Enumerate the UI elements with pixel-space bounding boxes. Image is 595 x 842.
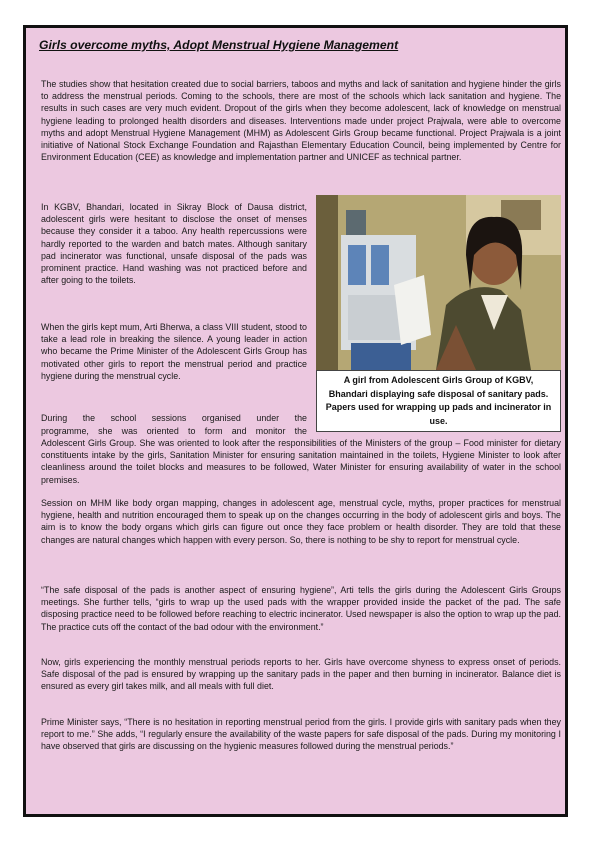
article-title: Girls overcome myths, Adopt Menstrual Hygiene Management (39, 38, 399, 52)
paragraph-now-girls: Now, girls experiencing the monthly menstrual periods reports to her. Girls have overcome shyness to express onset of periods. Safe disposal of the pad is ensured by wrapping up the sanitary pads in the paper and then burning in incinerator. Balance diet is ensured as every girl takes milk, and all meals with full diet. (41, 657, 561, 692)
paragraph-kgbv-bhandari: In KGBV, Bhandari, located in Sikray Block of Dausa district, adolescent girls were hesitant to disclose the onset of menses because they consider it a taboo. Any health repercussions were hardly reported to the warden and batch mates. Although sanitary pad incinerator was functional, unsafe disposal of the pads was prominent practice. Hand washing was not practiced before and after going to the toilets. (41, 202, 307, 286)
paragraph-mhm-session: Session on MHM like body organ mapping, changes in adolescent age, menstrual cycle, myths, proper practices for menstrual hygiene, health and nutrition encouraged them to speak up on the changes occurring in the body of adolescent girls and boys. The aim is to know the body organs which girls can figure out once they face problem or health disorder. They are told that these changes are natural changes which happen with every person. So, there is nothing to be shy to report for menstrual cycle. (41, 498, 561, 545)
photo-girl-incinerator (316, 195, 561, 370)
paragraph-prime-minister-quote: Prime Minister says, “There is no hesitation in reporting menstrual period from the girls. I provide girls with sanitary pads when they report to me.” She adds, “I regularly ensure the availability of the waste papers for safe disposal of the pads. During my monitoring I have observed that girls are discussing on the hygienic measures followed during the menstrual periods.” (41, 717, 561, 752)
paragraph-group-line2: programme, she was oriented to form and monitor the (41, 426, 307, 436)
paragraph-group-line1: During the school sessions organised under the (41, 413, 307, 423)
paragraph-intro: The studies show that hesitation created due to social barriers, taboos and myths and lack of sanitation and hygiene hinder the girls to address the menstrual periods. Coming to the schools, there are most of the schools which lack sanitation and hygiene. The results in such cases are very much evident. Dropout of the girls when they become adolescent, lack of knowledge on menstrual hygiene leading to prolonged health disorders and diseases. Interventions made under project Prajwala, were able to overcome myths and adopt Menstrual Hygiene Management (MHM) as Adolescent Girls Group became functional. Project Prajwala is a joint initiative of National Stock Exchange Foundation and Rajasthan Elementary Education Council, being implemented by Centre for Environment Education (CEE) as knowledge and implementation partner and UNICEF as technical partner. (41, 79, 561, 163)
paragraph-safe-disposal: “The safe disposal of the pads is another aspect of ensuring hygiene”, Arti tells the girls during the Adolescent Girls Groups meetings. She further tells, “girls to wrap up the used pads with the wrapper provided inside the packet of the pad. The safe disposing practice need to be followed before reaching to electric incinerator. Used newspaper is also the option to wrap up the pad. The practice cuts off the contact of the bad odour with the environment.” (41, 585, 561, 632)
paragraph-arti-bherwa: When the girls kept mum, Arti Bherwa, a class VIII student, stood to take a lead role in breaking the silence. A young leader in action who became the Prime Minister of the Adolescent Girls Group has motivated other girls to report the menstrual period and practice hygiene during the menstrual cycle. (41, 322, 307, 381)
photo-illustration (316, 195, 561, 370)
article-frame (23, 25, 568, 817)
paragraph-ministers: Adolescent Girls Group. She was oriented to look after the responsibilities of the Ministers of the group – Food minister for dietary constituents intake by the girls, Sanitation Minister for ensuring sanitation maintained in the toilets, Hygiene Minister to look after cleanliness around the toilet blocks and measures to be followed, Water Minister for ensuring availability of water in the school premises. (41, 438, 561, 485)
photo-caption: A girl from Adolescent Girls Group of KGBV, Bhandari displaying safe disposal of sanitary pads. Papers used for wrapping up pads and incinerator in use. (316, 370, 561, 432)
